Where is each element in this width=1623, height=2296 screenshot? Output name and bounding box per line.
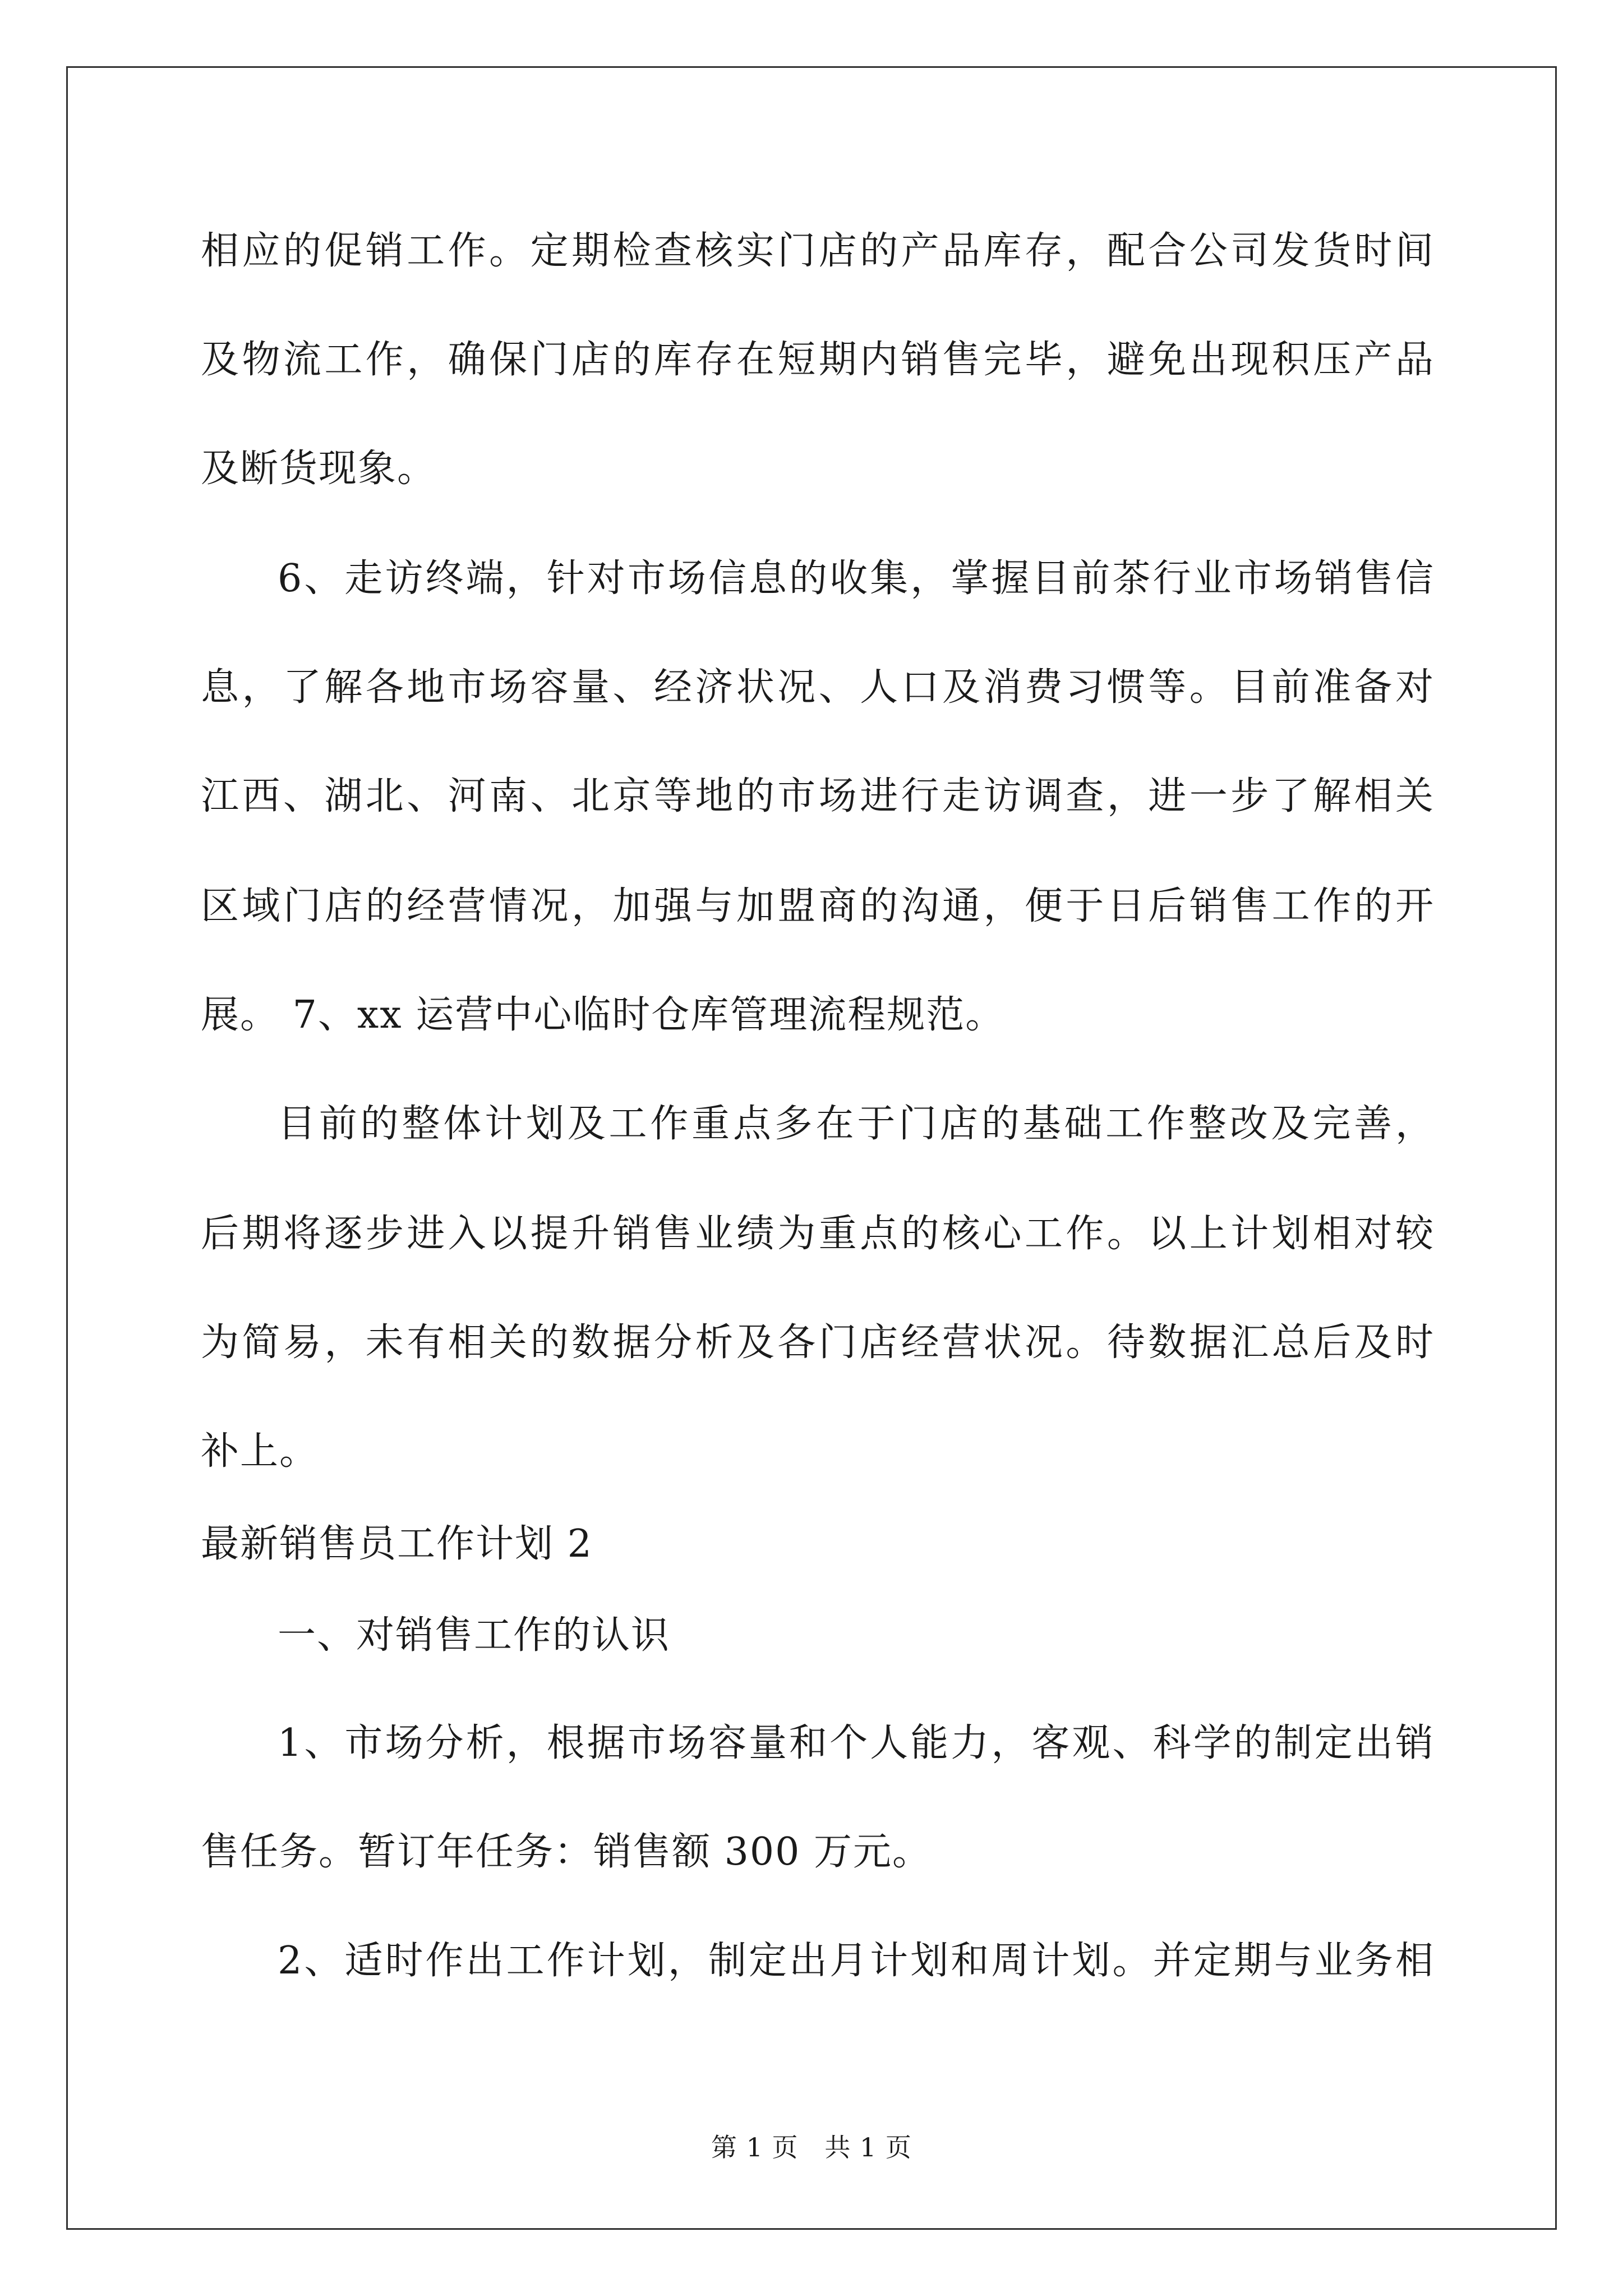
body-line: 展。 7、xx 运营中心临时仓库管理流程规范。: [201, 993, 1005, 1037]
body-line: 补上。: [201, 1429, 319, 1474]
body-line: 及物流工作，确保门店的库存在短期内销售完毕，避免出现积压产品: [201, 338, 1435, 382]
body-line: 江西、湖北、河南、北京等地的市场进行走访调查，进一步了解相关: [201, 774, 1435, 818]
body-line: 相应的促销工作。定期检查核实门店的产品库存，配合公司发货时间: [201, 229, 1435, 273]
body-line: 售任务。暂订年任务：销售额 300 万元。: [201, 1830, 932, 1874]
body-line: 1、市场分析，根据市场容量和个人能力，客观、科学的制定出销: [278, 1721, 1435, 1765]
body-line: 后期将逐步进入以提升销售业绩为重点的核心工作。以上计划相对较: [201, 1212, 1435, 1256]
page-footer: 第 1 页 共 1 页: [711, 2132, 912, 2162]
body-line: 息，了解各地市场容量、经济状况、人口及消费习惯等。目前准备对: [201, 665, 1435, 710]
body-line: 目前的整体计划及工作重点多在于门店的基础工作整改及完善，: [278, 1102, 1435, 1146]
body-line: 6、走访终端，针对市场信息的收集，掌握目前茶行业市场销售信: [278, 556, 1435, 601]
body-line: 区域门店的经营情况，加强与加盟商的沟通，便于日后销售工作的开: [201, 884, 1435, 928]
section-heading: 最新销售员工作计划 2: [201, 1522, 593, 1566]
body-line: 及断货现象。: [201, 447, 437, 491]
subsection-heading: 一、对销售工作的认识: [278, 1613, 671, 1658]
body-line: 2、适时作出工作计划，制定出月计划和周计划。并定期与业务相: [278, 1939, 1435, 1983]
body-line: 为简易，未有相关的数据分析及各门店经营状况。待数据汇总后及时: [201, 1320, 1435, 1365]
